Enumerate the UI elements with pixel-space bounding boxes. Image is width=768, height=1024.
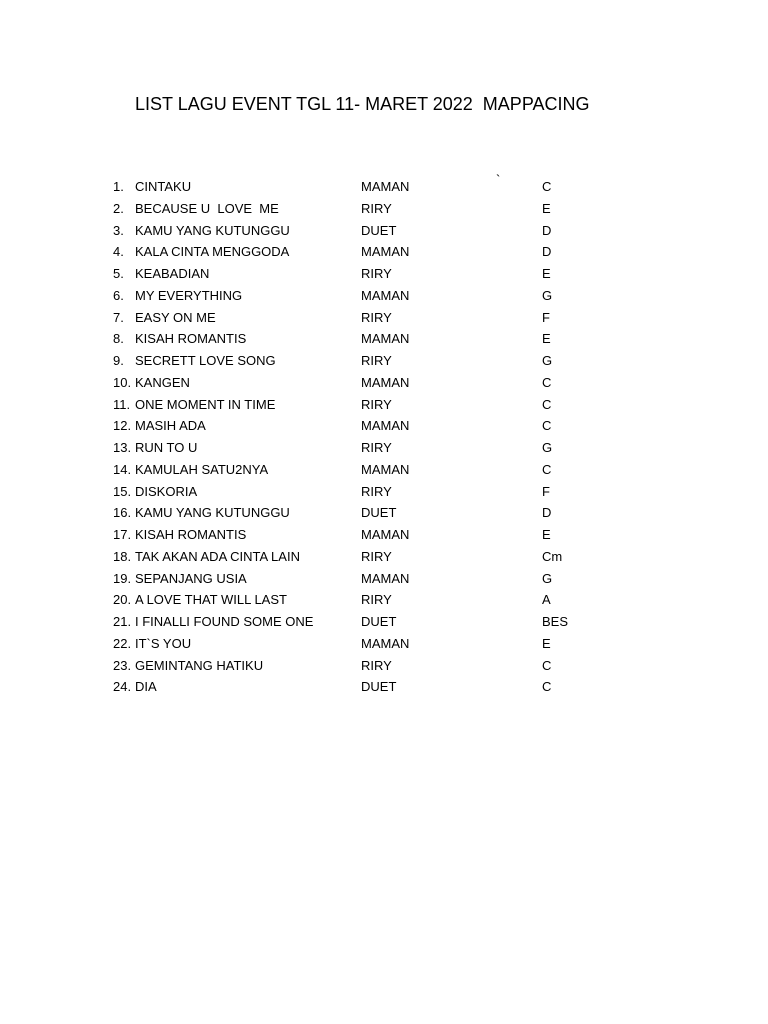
song-singer: RIRY [361,309,392,325]
song-number: 8. [113,331,124,347]
song-number: 9. [113,353,124,368]
song-title: KEABADIAN [135,266,210,281]
song-singer: RIRY [361,353,392,368]
song-number: 23. [113,657,132,673]
song-title: SECRETT LOVE SONG [135,353,276,368]
song-key: C [542,657,552,673]
song-singer: MAMAN [361,287,410,303]
song-singer: MAMAN [361,331,410,347]
song-key: E [542,331,551,347]
song-title: KISAH ROMANTIS [135,331,247,347]
song-key: E [542,266,551,281]
song-number: 18. [113,548,132,564]
song-title: MASIH ADA [135,418,206,434]
song-key: D [542,244,552,260]
song-key: G [542,570,553,586]
song-key: C [542,179,552,194]
song-key: G [542,287,553,303]
song-singer: RIRY [361,440,392,455]
song-key: F [542,309,550,325]
song-title: KANGEN [135,374,190,390]
song-number: 4. [113,244,124,260]
song-number: 19. [113,570,132,586]
song-title: RUN TO U [135,440,198,455]
song-singer: RIRY [361,483,392,499]
song-row [0,459,768,481]
song-key: E [542,635,551,651]
song-key: A [542,592,551,608]
song-row [0,285,768,307]
song-row [0,220,768,242]
song-key: C [542,461,552,477]
song-singer: MAMAN [361,244,410,260]
song-row [0,655,768,677]
song-title: BECAUSE U LOVE ME [135,200,279,216]
song-row [0,350,768,372]
song-singer: RIRY [361,396,392,412]
song-key: C [542,396,552,412]
song-row [0,307,768,329]
song-singer: MAMAN [361,570,410,586]
song-title: KALA CINTA MENGGODA [135,244,290,260]
song-number: 12. [113,418,132,434]
song-number: 15. [113,483,132,499]
song-title: SEPANJANG USIA [135,570,247,586]
song-row [0,589,768,611]
song-number: 20. [113,592,132,608]
song-row [0,437,768,459]
song-singer: MAMAN [361,635,410,651]
song-key: E [542,200,551,216]
song-title: EASY ON ME [135,309,216,325]
song-singer: RIRY [361,548,392,564]
song-singer: RIRY [361,200,392,216]
song-singer: MAMAN [361,461,410,477]
song-key: C [542,374,552,390]
song-title: CINTAKU [135,179,192,194]
song-title: MY EVERYTHING [135,287,243,303]
song-number: 2. [113,200,124,216]
song-row [0,263,768,285]
song-key: F [542,483,550,499]
song-title: ONE MOMENT IN TIME [135,396,276,412]
song-title: DISKORIA [135,483,198,499]
song-number: 6. [113,287,124,303]
song-singer: RIRY [361,266,392,281]
song-singer: MAMAN [361,418,410,434]
song-list [0,176,768,698]
song-row [0,524,768,546]
song-row [0,394,768,416]
song-title: GEMINTANG HATIKU [135,657,264,673]
song-title: KISAH ROMANTIS [135,527,247,542]
stray-backtick-mark: ` [496,172,501,187]
song-number: 14. [113,461,132,477]
song-row [0,568,768,590]
song-row [0,676,768,698]
song-key: Cm [542,548,563,564]
song-number: 7. [113,309,124,325]
song-key: D [542,222,552,238]
song-key: G [542,353,553,368]
song-key: E [542,527,551,542]
song-title: DIA [135,679,157,695]
song-row [0,611,768,633]
song-singer: MAMAN [361,527,410,542]
song-singer: RIRY [361,592,392,608]
song-singer: RIRY [361,657,392,673]
song-key: G [542,440,553,455]
song-title: KAMULAH SATU2NYA [135,461,269,477]
song-number: 16. [113,505,132,521]
song-singer: DUET [361,614,397,629]
song-singer: DUET [361,679,397,695]
song-row [0,241,768,263]
song-title: KAMU YANG KUTUNGGU [135,222,290,238]
song-singer: DUET [361,505,397,521]
song-number: 21. [113,614,132,629]
song-title: A LOVE THAT WILL LAST [135,592,287,608]
song-row [0,372,768,394]
song-singer: DUET [361,222,397,238]
song-number: 13. [113,440,132,455]
song-number: 17. [113,527,132,542]
song-row [0,176,768,198]
song-key: BES [542,614,569,629]
song-row [0,198,768,220]
song-key: D [542,505,552,521]
song-number: 3. [113,222,124,238]
song-number: 1. [113,179,124,194]
song-title: TAK AKAN ADA CINTA LAIN [135,548,300,564]
song-row [0,328,768,350]
song-row [0,502,768,524]
song-title: IT`S YOU [135,635,192,651]
song-row [0,633,768,655]
song-number: 5. [113,266,124,281]
song-title: KAMU YANG KUTUNGGU [135,505,290,521]
song-singer: MAMAN [361,374,410,390]
song-row [0,546,768,568]
song-singer: MAMAN [361,179,410,194]
song-key: C [542,418,552,434]
song-number: 24. [113,679,132,695]
song-key: C [542,679,552,695]
song-number: 11. [113,396,131,412]
page-title: LIST LAGU EVENT TGL 11- MARET 2022 MAPPACING [135,94,590,114]
song-number: 22. [113,635,132,651]
song-number: 10. [113,374,132,390]
song-row [0,481,768,503]
song-row [0,415,768,437]
song-title: I FINALLI FOUND SOME ONE [135,614,314,629]
